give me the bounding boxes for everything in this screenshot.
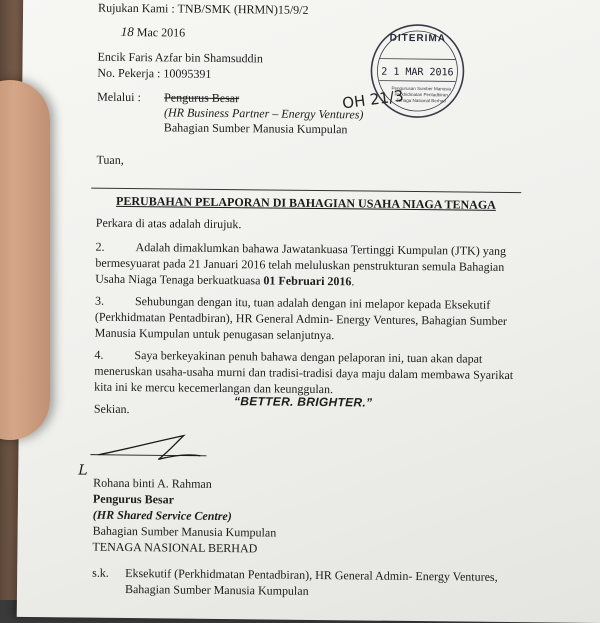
- para-2-line-3-text: Usaha Niaga Tenaga berkuatkuasa: [95, 271, 264, 288]
- para-2-number: 2.: [95, 239, 105, 254]
- stamp-word: DITERIMA: [389, 32, 447, 45]
- para-3-line-1: Sehubungan dengan itu, tuan adalah dengan ini melapor kepada Eksekutif: [134, 294, 491, 312]
- para-3-number: 3.: [94, 293, 105, 308]
- via-label: Melalui :: [97, 89, 141, 105]
- stamp-divider-top: [380, 59, 456, 60]
- stamp-small-line-1: Pengurusan Sumber Manusia: [391, 85, 452, 92]
- signature-drawing: [78, 423, 209, 484]
- signatory-department: (HR Shared Service Centre): [92, 507, 232, 524]
- letter-paper: [17, 0, 600, 623]
- para-4-line-1: Saya berkeyakinan penuh bahawa dengan pelaporan ini, tuan akan dapat: [134, 348, 483, 366]
- stamp-small-line-3: Tenaga Nasional Berhad: [396, 97, 446, 104]
- stamp-date: 2 1 MAR 2016: [381, 66, 454, 79]
- para-2-line-1: Adalah dimaklumkan bahawa Jawatankuasa Tertinggi Kumpulan (JTK) yang: [135, 240, 507, 258]
- signatory-name: Rohana binti A. Rahman: [93, 475, 212, 491]
- thumb: [0, 80, 50, 440]
- stamp-divider-bottom: [379, 81, 455, 82]
- para-4-line-3: kita ini ke mercu kecemerlangan dan keunggulan.: [94, 379, 334, 397]
- para-2-period: .: [351, 274, 355, 289]
- salutation: Tuan,: [96, 152, 124, 167]
- para-2-line-3: [95, 272, 354, 290]
- para-2-line-2: bermesyuarat pada 21 Januari 2016 telah meluluskan penstrukturan semula Bahagian: [95, 255, 505, 274]
- via-line-1: Pengurus Besar: [164, 90, 240, 106]
- para-4-number: 4.: [94, 347, 104, 362]
- closing: Sekian.: [93, 401, 130, 417]
- letter-date: [121, 24, 185, 41]
- signatory-division: Bahagian Sumber Manusia Kumpulan: [92, 523, 277, 540]
- para-4-line-2: meneruskan usaha-usaha murni dan tradisi-tradisi daya maju dalam membawa Syarikat: [94, 363, 514, 383]
- via-line-3: Bahagian Sumber Manusia Kumpulan: [163, 120, 348, 137]
- letter-title: PERUBAHAN PELAPORAN DI BAHAGIAN USAHA NIAGA TENAGA: [116, 193, 496, 212]
- cc-line-1: Eksekutif (Perkhidmatan Pentadbiran), HR General Admin- Energy Ventures,: [125, 566, 498, 584]
- cc-label: s.k.: [92, 565, 109, 580]
- signatory-company: TENAGA NASIONAL BERHAD: [92, 539, 258, 556]
- recipient-name: Encik Faris Azfar bin Shamsuddin: [97, 49, 263, 66]
- cc-line-2: Bahagian Sumber Manusia Kumpulan: [124, 582, 309, 598]
- signature-initial: L: [78, 462, 88, 479]
- para-3-line-2: (Perkhidmatan Pentadbiran), HR General Admin- Energy Ventures, Bahagian Sumber: [94, 309, 508, 328]
- stamp-small-line-2: Perkhidmatan Pentadbiran: [394, 91, 448, 98]
- via-line-2: (HR Business Partner – Energy Ventures): [163, 105, 364, 122]
- tagline: “BETTER. BRIGHTER.”: [233, 394, 373, 410]
- date-month-year: Mac 2016: [136, 25, 186, 40]
- intro-line: Perkara di atas adalah dirujuk.: [95, 215, 242, 232]
- date-day-handwritten: 18: [120, 23, 134, 40]
- signatory-title: Pengurus Besar: [92, 491, 175, 507]
- title-rule: [91, 188, 521, 194]
- stamp-handwritten-note: OH 21/3: [341, 86, 405, 113]
- reference-number: Rujukan Kami : TNB/SMK (HRMN)15/9/2: [98, 0, 309, 17]
- effective-date: 01 Februari 2016: [263, 273, 352, 289]
- recipient-employee-no: No. Pekerja : 10095391: [97, 65, 212, 81]
- para-3-line-3: Manusia Kumpulan untuk penugasan selanjutnya.: [94, 325, 335, 343]
